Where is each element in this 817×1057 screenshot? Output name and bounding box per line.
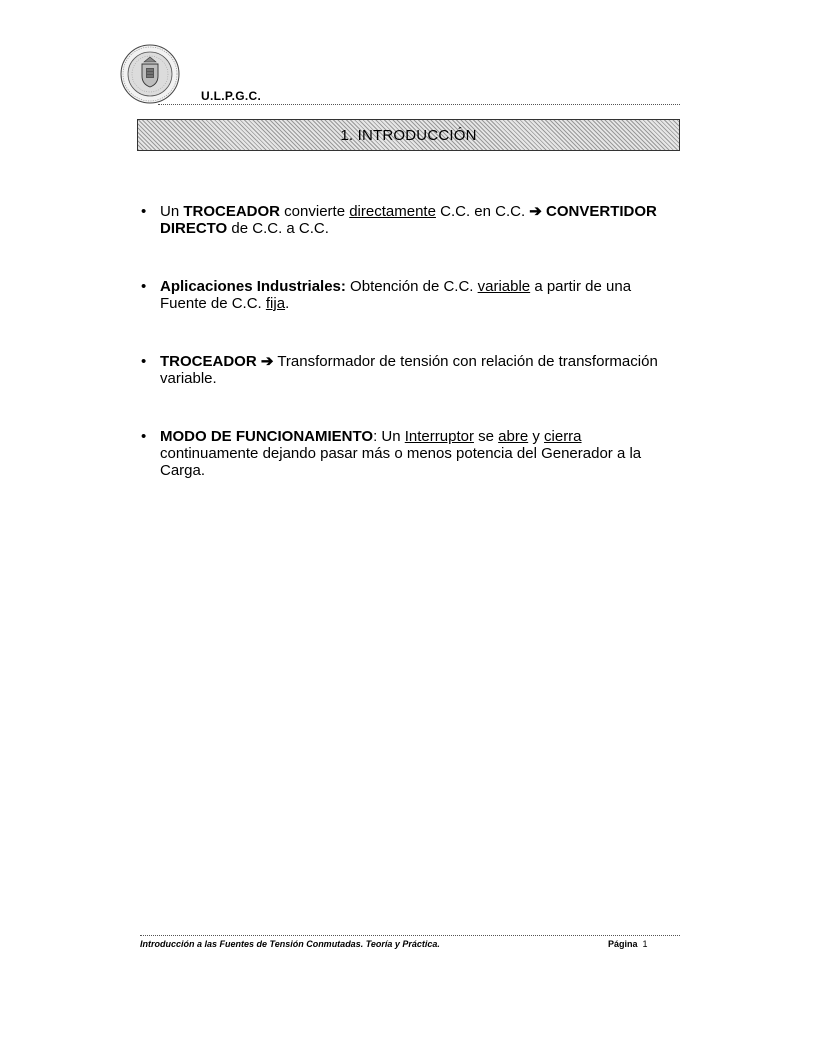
organization-name: U.L.P.G.C. [201, 89, 262, 103]
text-fragment: a partir de una Fuente de C.C. [160, 278, 632, 312]
university-seal-icon [120, 44, 180, 104]
section-title-banner [137, 119, 680, 151]
list-item [141, 353, 681, 387]
footer-document-title: Introducción a las Fuentes de Tensión Conmutadas. Teoría y Práctica. [140, 939, 440, 949]
page-label: Página [608, 939, 638, 949]
term-aplicaciones: Aplicaciones Industriales: [160, 278, 346, 295]
list-item [141, 278, 681, 312]
text-fragment: continuamente dejando pasar más o menos potencia del Generador a la Carga. [160, 445, 642, 479]
underlined-term: cierra [544, 428, 582, 445]
header-divider [158, 104, 680, 105]
term-modo-funcionamiento: MODO DE FUNCIONAMIENTO [160, 428, 374, 445]
text-fragment: Un [160, 203, 184, 220]
section-title: 1. INTRODUCCIÓN [340, 126, 477, 144]
text-fragment: : Un [373, 428, 405, 445]
text-fragment: y [528, 428, 545, 445]
page-number-indicator [608, 939, 648, 949]
footer-divider [140, 935, 680, 936]
list-item [141, 203, 681, 237]
term-convertidor-directo: CONVERTIDOR DIRECTO [160, 203, 657, 237]
term-troceador: TROCEADOR [160, 353, 257, 370]
underlined-term: fija [265, 295, 286, 312]
underlined-term: abre [498, 428, 529, 445]
arrow-right-icon: ➔ [256, 353, 274, 370]
page-number: 1 [642, 939, 648, 949]
page-header [118, 42, 680, 106]
text-fragment: C.C. en C.C. [435, 203, 530, 220]
text-fragment: Obtención de C.C. [345, 278, 478, 295]
text-fragment: . [285, 295, 290, 312]
text-fragment: Transformador de tensión con relación de transformación variable. [160, 353, 658, 387]
list-item [141, 428, 681, 479]
underlined-term: directamente [349, 203, 436, 220]
arrow-right-icon: ➔ [529, 203, 542, 220]
underlined-term: Interruptor [404, 428, 474, 445]
term-troceador: TROCEADOR [183, 203, 281, 220]
underlined-term: variable [477, 278, 531, 295]
text-fragment: de C.C. a C.C. [227, 220, 329, 237]
bullet-list [141, 203, 681, 479]
text-fragment: convierte [280, 203, 350, 220]
text-fragment: se [473, 428, 499, 445]
